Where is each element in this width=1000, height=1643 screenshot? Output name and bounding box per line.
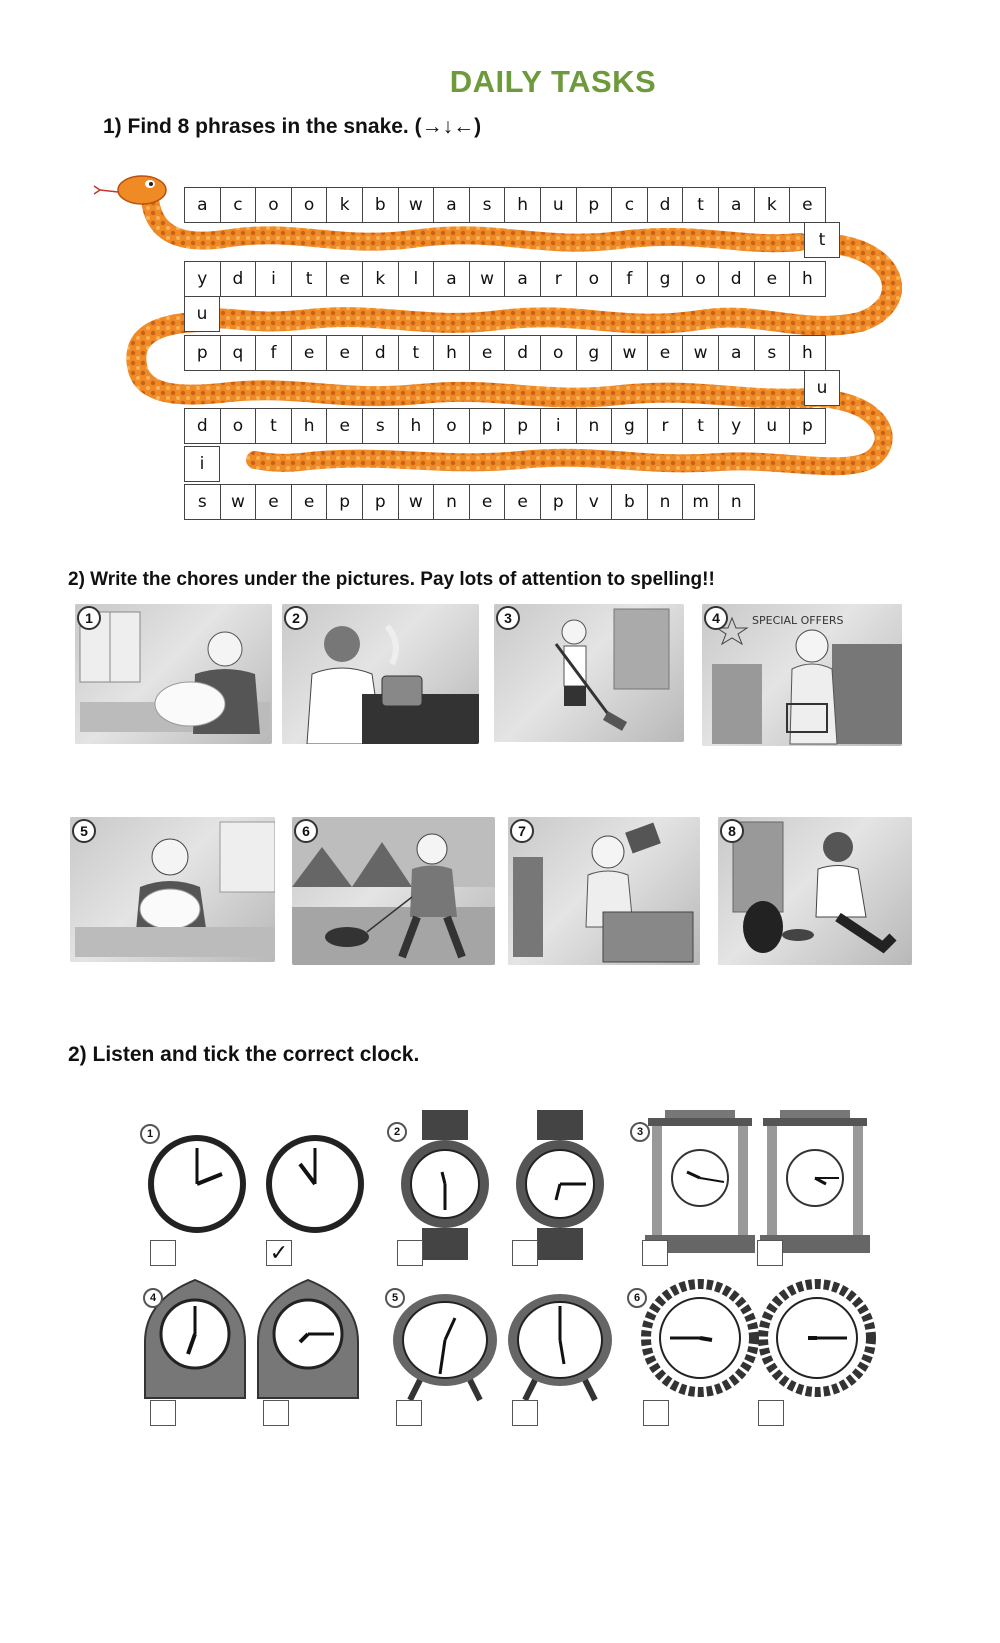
letter-row-1 xyxy=(184,187,826,223)
letter-cell: a xyxy=(718,187,755,223)
letter-row-5 xyxy=(184,484,755,520)
chore-picture-6 xyxy=(292,817,495,965)
picture-number: 8 xyxy=(720,819,744,843)
picture-number: 2 xyxy=(284,606,308,630)
letter-cell: e xyxy=(326,408,363,444)
letter-cell: p xyxy=(469,408,506,444)
letter-cell: k xyxy=(754,187,791,223)
clock-group-number: 1 xyxy=(140,1124,160,1144)
clock-6b xyxy=(763,1284,871,1392)
letter-cell: s xyxy=(362,408,399,444)
clock-5a xyxy=(393,1294,497,1400)
letter-cell: h xyxy=(504,187,541,223)
clock-1a xyxy=(151,1138,243,1230)
letter-cell: f xyxy=(611,261,648,297)
letter-cell: m xyxy=(682,484,719,520)
letter-cell: n xyxy=(433,484,470,520)
letter-cell: s xyxy=(184,484,221,520)
letter-cell: o xyxy=(291,187,328,223)
letter-cell: t xyxy=(291,261,328,297)
letter-cell: f xyxy=(255,335,292,371)
letter-cell: p xyxy=(326,484,363,520)
chore-picture-1 xyxy=(75,604,272,744)
chore-picture-8 xyxy=(718,817,912,965)
letter-cell: w xyxy=(220,484,257,520)
clock-group-number: 3 xyxy=(630,1122,650,1142)
letter-cell: o xyxy=(682,261,719,297)
letter-cell: e xyxy=(326,261,363,297)
letter-cell: d xyxy=(504,335,541,371)
letter-cell: l xyxy=(398,261,435,297)
letter-cell: p xyxy=(789,408,826,444)
letter-cell: o xyxy=(433,408,470,444)
letter-cell: e xyxy=(291,335,328,371)
letter-cell: r xyxy=(647,408,684,444)
picture-number: 5 xyxy=(72,819,96,843)
letter-cell: e xyxy=(255,484,292,520)
chore-picture-7 xyxy=(508,817,700,965)
letter-cell: p xyxy=(576,187,613,223)
letter-cell: h xyxy=(433,335,470,371)
letter-cell: w xyxy=(682,335,719,371)
tick-box[interactable] xyxy=(396,1400,422,1426)
letter-cell: a xyxy=(433,187,470,223)
letter-cell: e xyxy=(326,335,363,371)
clock-5b xyxy=(508,1294,612,1400)
exercise3-instruction: 2) Listen and tick the correct clock. xyxy=(68,1043,420,1066)
letter-cell: a xyxy=(504,261,541,297)
exercise2-instruction: 2) Write the chores under the pictures. Pay lots of attention to spelling!! xyxy=(68,569,715,590)
letter-cell: y xyxy=(184,261,221,297)
letter-cell: s xyxy=(469,187,506,223)
clock-4b xyxy=(258,1280,358,1398)
letter-cell: d xyxy=(362,335,399,371)
letter-cell: e xyxy=(504,484,541,520)
page-title: DAILY TASKS xyxy=(449,64,657,99)
letter-cell: h xyxy=(789,261,826,297)
letter-cell: e xyxy=(789,187,826,223)
picture-number: 4 xyxy=(704,606,728,630)
chore-picture-4 xyxy=(702,604,902,746)
clock-3a xyxy=(645,1110,755,1253)
letter-cell: t xyxy=(804,222,840,258)
tick-box[interactable] xyxy=(397,1240,423,1266)
clock-group-number: 2 xyxy=(387,1122,407,1142)
letter-cell: e xyxy=(754,261,791,297)
letter-cell: i xyxy=(184,446,220,482)
shop-sign-text: SPECIAL OFFERS xyxy=(752,614,844,627)
tick-box[interactable] xyxy=(150,1400,176,1426)
tick-box[interactable] xyxy=(643,1400,669,1426)
letter-cell: a xyxy=(184,187,221,223)
letter-cell: p xyxy=(540,484,577,520)
letter-cell: d xyxy=(718,261,755,297)
letter-cell: u xyxy=(184,296,220,332)
letter-cell: v xyxy=(576,484,613,520)
letter-cell: h xyxy=(789,335,826,371)
letter-cell: w xyxy=(398,187,435,223)
tick-box[interactable] xyxy=(642,1240,668,1266)
tick-box[interactable] xyxy=(758,1400,784,1426)
chore-picture-3 xyxy=(494,604,684,742)
picture-number: 1 xyxy=(77,606,101,630)
letter-cell: o xyxy=(540,335,577,371)
letter-cell: n xyxy=(576,408,613,444)
letter-cell: t xyxy=(255,408,292,444)
letter-cell: c xyxy=(611,187,648,223)
clock-3b xyxy=(760,1110,870,1253)
letter-cell: d xyxy=(647,187,684,223)
letter-cell: e xyxy=(291,484,328,520)
clock-6a xyxy=(646,1284,754,1392)
chore-picture-5 xyxy=(70,817,275,962)
letter-cell: s xyxy=(754,335,791,371)
letter-cell: b xyxy=(362,187,399,223)
letter-cell: p xyxy=(362,484,399,520)
tick-box[interactable]: ✓ xyxy=(266,1240,292,1266)
letter-cell: d xyxy=(184,408,221,444)
clock-group-number: 4 xyxy=(143,1288,163,1308)
letter-cell: t xyxy=(682,187,719,223)
letter-cell: t xyxy=(682,408,719,444)
tick-box[interactable] xyxy=(512,1400,538,1426)
letter-row-3 xyxy=(184,335,826,371)
letter-cell: h xyxy=(398,408,435,444)
letter-cell: u xyxy=(540,187,577,223)
letter-cell: t xyxy=(398,335,435,371)
clock-group-number: 5 xyxy=(385,1288,405,1308)
letter-cell: n xyxy=(647,484,684,520)
letter-cell: g xyxy=(576,335,613,371)
letter-cell: k xyxy=(326,187,363,223)
letter-cell: g xyxy=(647,261,684,297)
letter-cell: p xyxy=(184,335,221,371)
clock-2b xyxy=(516,1110,604,1260)
letter-row-2 xyxy=(184,261,826,297)
letter-cell: p xyxy=(504,408,541,444)
picture-number: 7 xyxy=(510,819,534,843)
tick-box[interactable] xyxy=(757,1240,783,1266)
letter-cell: h xyxy=(291,408,328,444)
tick-box[interactable] xyxy=(150,1240,176,1266)
picture-number: 6 xyxy=(294,819,318,843)
picture-number: 3 xyxy=(496,606,520,630)
letter-cell: b xyxy=(611,484,648,520)
letter-cell: e xyxy=(469,484,506,520)
letter-cell: r xyxy=(540,261,577,297)
letter-cell: i xyxy=(540,408,577,444)
letter-cell: o xyxy=(255,187,292,223)
letter-cell: u xyxy=(804,370,840,406)
letter-cell: e xyxy=(647,335,684,371)
letter-cell: w xyxy=(398,484,435,520)
letter-row-4 xyxy=(184,408,826,444)
letter-cell: k xyxy=(362,261,399,297)
letter-cell: d xyxy=(220,261,257,297)
letter-cell: a xyxy=(433,261,470,297)
tick-box[interactable] xyxy=(512,1240,538,1266)
letter-cell: a xyxy=(718,335,755,371)
clock-illustrations xyxy=(0,1110,1000,1430)
clock-1b xyxy=(269,1138,361,1230)
letter-cell: y xyxy=(718,408,755,444)
letter-cell: o xyxy=(220,408,257,444)
letter-cell: n xyxy=(718,484,755,520)
letter-cell: o xyxy=(576,261,613,297)
letter-cell: w xyxy=(469,261,506,297)
exercise1-instruction: 1) Find 8 phrases in the snake. (→↓←) xyxy=(103,115,482,138)
letter-cell: c xyxy=(220,187,257,223)
letter-cell: g xyxy=(611,408,648,444)
letter-cell: w xyxy=(611,335,648,371)
chore-picture-2 xyxy=(282,604,479,744)
letter-cell: i xyxy=(255,261,292,297)
letter-cell: e xyxy=(469,335,506,371)
tick-box[interactable] xyxy=(263,1400,289,1426)
letter-cell: q xyxy=(220,335,257,371)
clock-2a xyxy=(401,1110,489,1260)
clock-group-number: 6 xyxy=(627,1288,647,1308)
letter-cell: u xyxy=(754,408,791,444)
